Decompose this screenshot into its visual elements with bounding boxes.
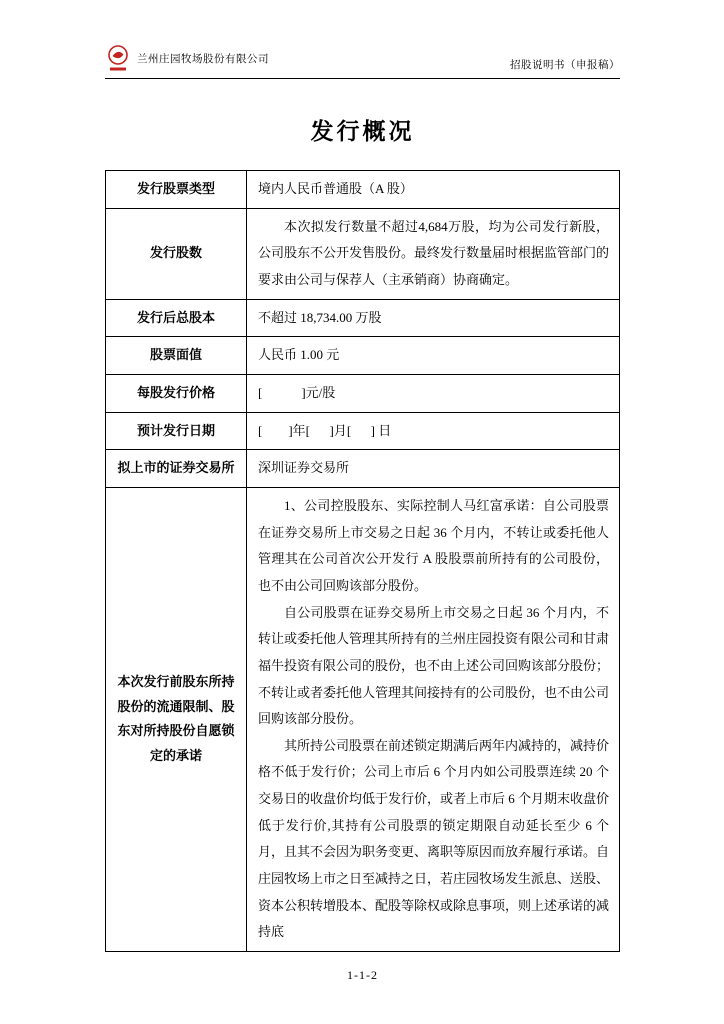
row-value: 不超过 18,734.00 万股 — [247, 299, 620, 337]
issue-overview-table — [105, 170, 620, 952]
row-label: 预计发行日期 — [106, 412, 247, 450]
company-name: 兰州庄园牧场股份有限公司 — [137, 53, 269, 65]
paragraph: 其所持公司股票在前述锁定期满后两年内减持的，减持价格不低于发行价；公司上市后 6 个月内如公司股票连续 20 个交易日的收盘价均低于发行价，或者上市后 6 个月期末收盘价低于发行价,其持有公司股票的锁定期限自动延长至少 6 个月，且其不会因为职务变更、离职等原因而放弃履行承诺。自庄园牧场上市之日至减持之日，若庄园牧场发生派息、送股、资本公积转增股本、配股等除权或除息事项，则上述承诺的减持底 — [258, 737, 610, 940]
row-label: 发行后总股本 — [106, 299, 247, 337]
row-label: 本次发行前股东所持股份的流通限制、股东对所持股份自愿锁定的承诺 — [106, 488, 247, 952]
table-row-share-count — [106, 208, 620, 299]
row-label: 发行股票类型 — [106, 171, 247, 209]
row-value: [ ]元/股 — [247, 374, 620, 412]
paragraph: 自公司股票在证券交易所上市交易之日起 36 个月内，不转让或委托他人管理其所持有的兰州庄园投资有限公司和甘肃福牛投资有限公司的股份，也不由上述公司回购该部分股份；不转让或者委托他人管理其间接持有的公司股份，也不由公司回购该部分股份。 — [258, 604, 610, 727]
row-label: 股票面值 — [106, 337, 247, 375]
row-label: 每股发行价格 — [106, 374, 247, 412]
row-label: 拟上市的证券交易所 — [106, 450, 247, 488]
table-row-exchange — [106, 450, 620, 488]
page-header — [105, 44, 620, 79]
page-title: 发行概况 — [310, 119, 415, 144]
row-label: 发行股数 — [106, 208, 247, 299]
table-row-par-value — [106, 337, 620, 375]
paragraph: 1、公司控股股东、实际控制人马红富承诺：自公司股票在证券交易所上市交易之日起 36 个月内，不转让或委托他人管理其在公司首次公开发行 A 股股票前所持有的公司股份，也不由公司回购该部分股份。 — [258, 498, 609, 593]
row-value: 深圳证券交易所 — [247, 450, 620, 488]
header-left — [105, 44, 269, 72]
table-row-total-capital — [106, 299, 620, 337]
row-value — [247, 208, 620, 299]
row-value: 境内人民币普通股（A 股） — [247, 171, 620, 209]
row-value: [ ]年[ ]月[ ] 日 — [247, 412, 620, 450]
paragraph: 本次拟发行数量不超过4,684万股，均为公司发行新股，公司股东不公开发售股份。最终发行数量届时根据监管部门的要求由公司与保荐人（主承销商）协商确定。 — [258, 218, 610, 287]
company-logo-icon — [105, 44, 131, 72]
document-type: 招股说明书（申报稿） — [510, 60, 620, 71]
table-row-share-type — [106, 171, 620, 209]
table-row-issue-date — [106, 412, 620, 450]
row-value: 人民币 1.00 元 — [247, 337, 620, 375]
table-row-issue-price — [106, 374, 620, 412]
page-number: 1-1-2 — [347, 967, 378, 982]
row-value — [247, 488, 620, 952]
table-row-lockup-commitment — [106, 488, 620, 952]
